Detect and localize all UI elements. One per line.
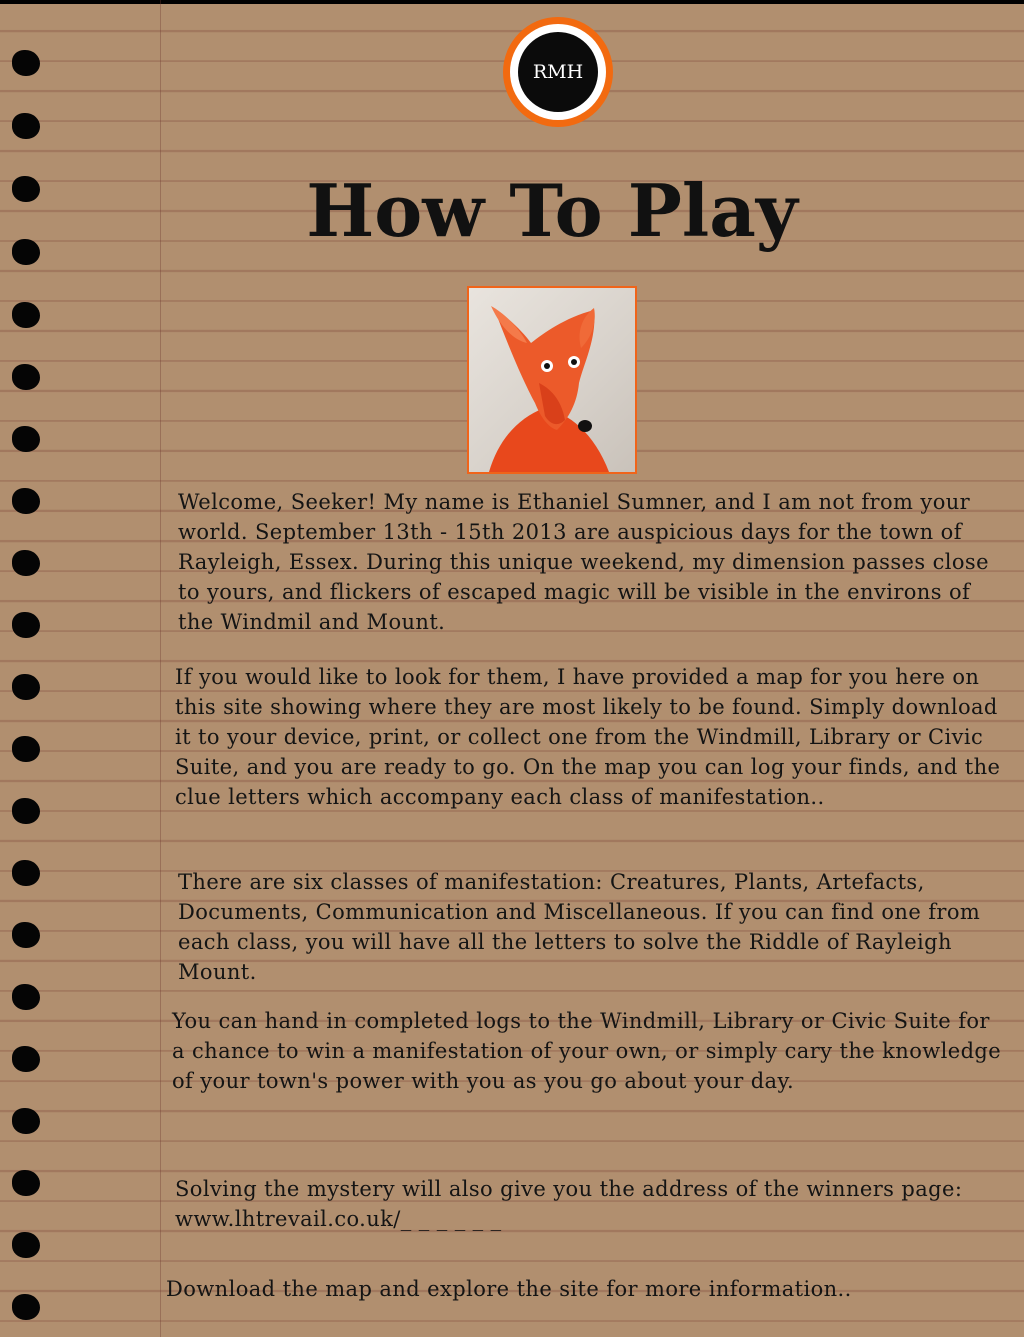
classes-paragraph: There are six classes of manifestation: Creatures, Plants, Artefacts, Documents, Communication and Miscellaneous. If you can find one from each class, you will have all the letters to solve the Riddle of Rayleigh Mount. [178,870,981,984]
fox-portrait [467,286,637,474]
binder-hole [12,488,40,514]
fox-sculpture-icon [469,288,635,472]
binder-hole [12,426,40,452]
download-paragraph: Download the map and explore the site for more information.. [166,1277,852,1301]
intro-paragraph: Welcome, Seeker! My name is Ethaniel Sumner, and I am not from your world. September 13th - 15th 2013 are auspicious days for the town of Rayleigh, Essex. During this unique weekend, my dimension passes close to yours, and flickers of escaped magic will be visible in the environs of the Windmil and Mount. [178,490,989,634]
page-top-edge [0,0,1024,4]
binder-hole [12,1232,40,1258]
winners-paragraph: Solving the mystery will also give you the address of the winners page: www.lhtrevail.co.uk/_ _ _ _ _ _ [175,1177,963,1231]
binder-hole [12,302,40,328]
binder-hole [12,612,40,638]
binder-hole [12,860,40,886]
binder-hole [12,674,40,700]
binder-hole [12,1170,40,1196]
binder-hole [12,50,40,76]
page-title: How To Play [306,168,798,253]
hand-in-paragraph: You can hand in completed logs to the Windmill, Library or Civic Suite for a chance to win a manifestation of your own, or simply cary the knowledge of your town's power with you as you go about your day. [172,1009,1002,1093]
logo-ring [510,24,606,120]
binder-hole [12,922,40,948]
logo-text: RMH [518,32,598,112]
binder-hole [12,1046,40,1072]
binder-hole [12,550,40,576]
map-paragraph: If you would like to look for them, I have provided a map for you here on this site showing where they are most likely to be found. Simply download it to your device, print, or collect one from the Windmill, Library or Civic Suite, and you are ready to go. On the map you can log your finds, and the clue letters which accompany each class of manifestation.. [175,665,1001,809]
binder-hole [12,736,40,762]
binder-hole [12,1108,40,1134]
binder-hole [12,113,40,139]
binder-hole [12,1294,40,1320]
rmh-logo [503,17,613,127]
binder-hole [12,364,40,390]
binder-hole [12,798,40,824]
binder-hole [12,984,40,1010]
